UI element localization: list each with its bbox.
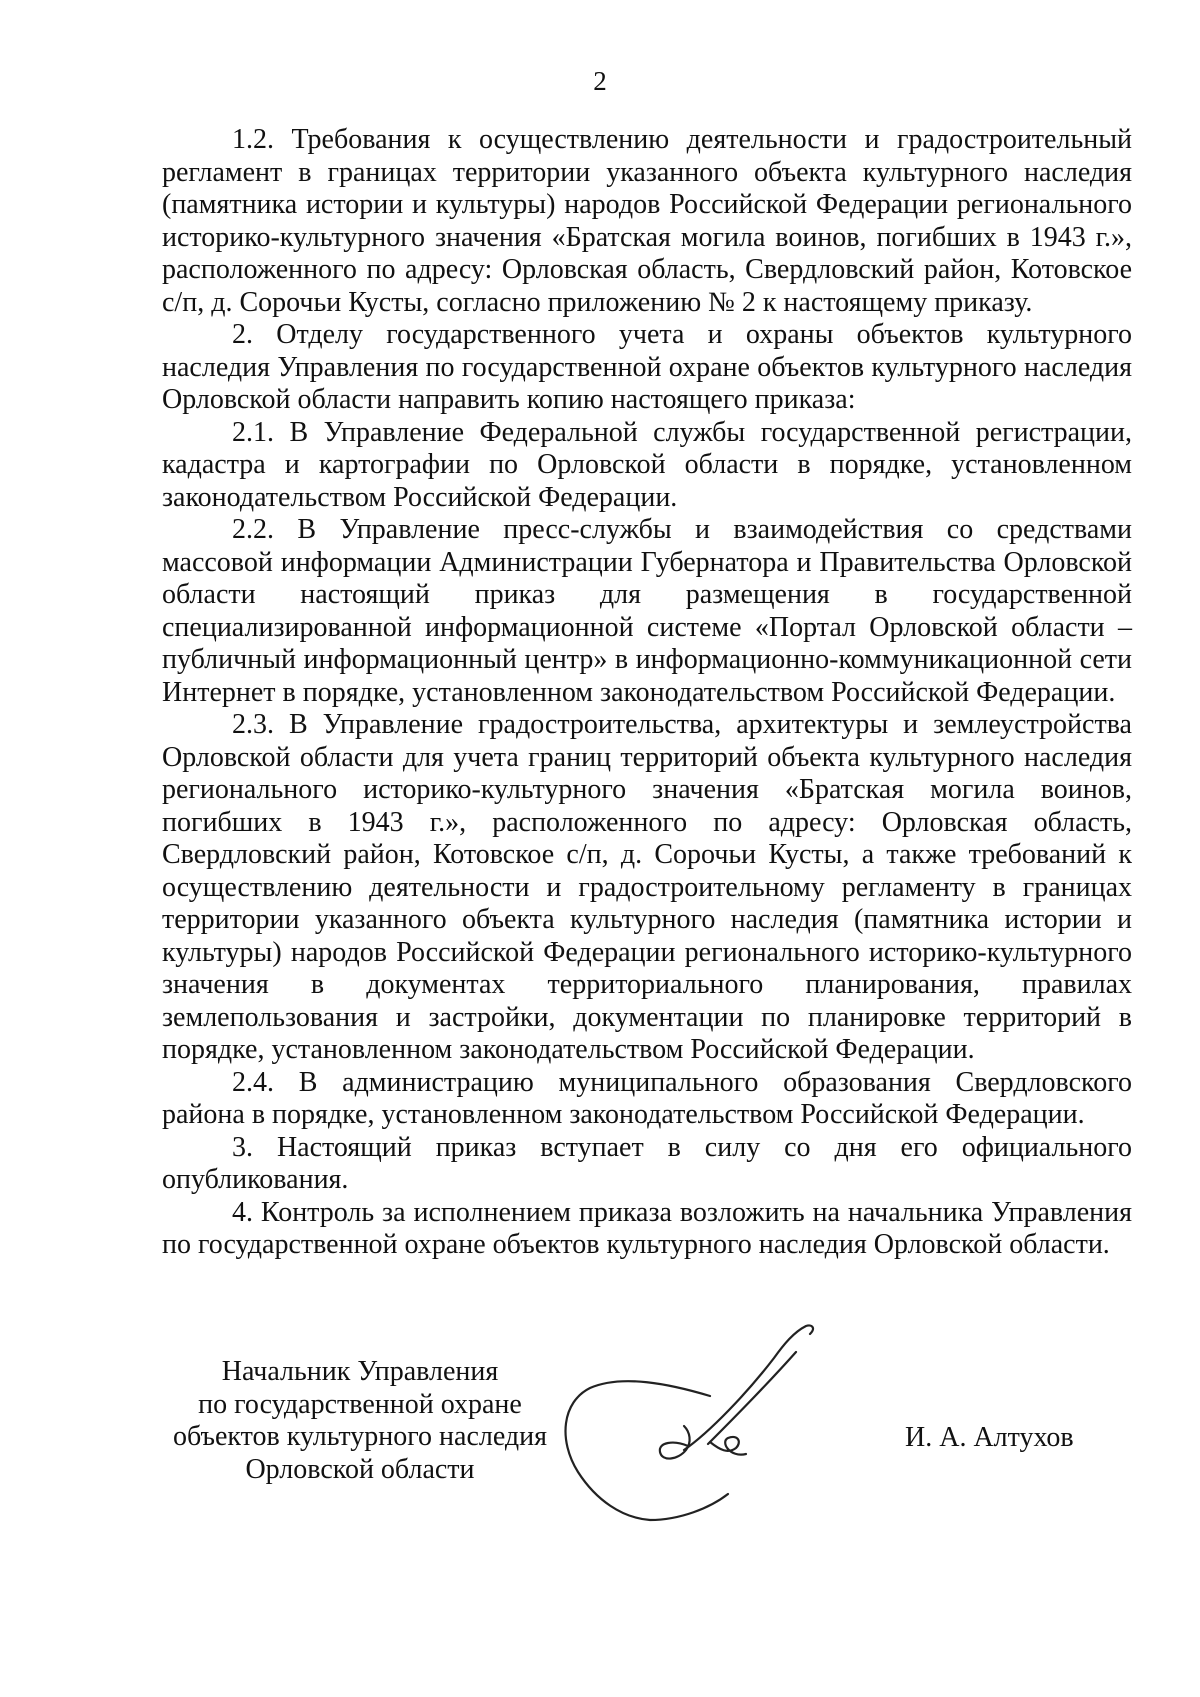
paragraph-2-3: 2.3. В Управление градостроительства, архитектуры и землеустройства Орловской области для учета границ территорий объекта культурного наследия регионального историко-культурного значения «Братская могила воинов, погибших в 1943 г.», расположенного по адресу: Орловская область, Свердловский район, Котовское с/п, д. Сорочьи Кусты, а также требований к осуществлению деятельности и градостроительному регламенту в границах территории указанного объекта культурного наследия (памятника истории и культуры) народов Российской Федерации регионального историко-культурного значения в документах территориального планирования, правилах землепользования и застройки, документации по планировке территорий в порядке, установленном законодательством Российской Федерации. xyxy=(162,709,1132,1065)
position-line: Начальник Управления xyxy=(221,1356,499,1387)
paragraph-2-1: 2.1. В Управление Федеральной службы государственной регистрации, кадастра и картографии по Орловской области в порядке, установленном законодательством Российской Федерации. xyxy=(162,416,1132,513)
paragraph-2: 2. Отделу государственного учета и охраны объектов культурного наследия Управления по государственной охране объектов культурного наследия Орловской области направить копию настоящего приказа: xyxy=(162,319,1132,415)
paragraph-4: 4. Контроль за исполнением приказа возложить на начальника Управления по государственной охране объектов культурного наследия Орловской области. xyxy=(162,1196,1132,1260)
paragraph-3: 3. Настоящий приказ вступает в силу со дня его официального опубликования. xyxy=(162,1131,1132,1195)
page-number: 2 xyxy=(593,66,607,96)
document-body xyxy=(162,124,1132,1262)
position-line: Орловской области xyxy=(245,1453,475,1485)
paragraph-1-2: 1.2. Требования к осуществлению деятельности и градостроительный регламент в границах территории указанного объекта культурного наследия (памятника истории и культуры) народов Российской Федерации регионального историко-культурного значения «Братская могила воинов, погибших в 1943 г.», расположенного по адресу: Орловская область, Свердловский район, Котовское с/п, д. Сорочьи Кусты, согласно приложению № 2 к настоящему приказу. xyxy=(162,124,1132,318)
signer-name: И. А. Алтухов xyxy=(905,1422,1074,1453)
paragraph-2-2: 2.2. В Управление пресс-службы и взаимодействия со средствами массовой информации Администрации Губернатора и Правительства Орловской области настоящий приказ для размещения в государственной специализированной информационной системе «Портал Орловской области – публичный информационный центр» в информационно-коммуникационной сети Интернет в порядке, установленном законодательством Российской Федерации. xyxy=(162,514,1132,708)
paragraph-2-4: 2.4. В администрацию муниципального образования Свердловского района в порядке, установленном законодательством Российской Федерации. xyxy=(162,1066,1132,1130)
handwritten-signature-icon xyxy=(560,1322,880,1542)
position-line: по государственной охране xyxy=(198,1388,522,1420)
signatory-position xyxy=(160,1356,560,1486)
position-line: объектов культурного наследия xyxy=(172,1421,548,1452)
